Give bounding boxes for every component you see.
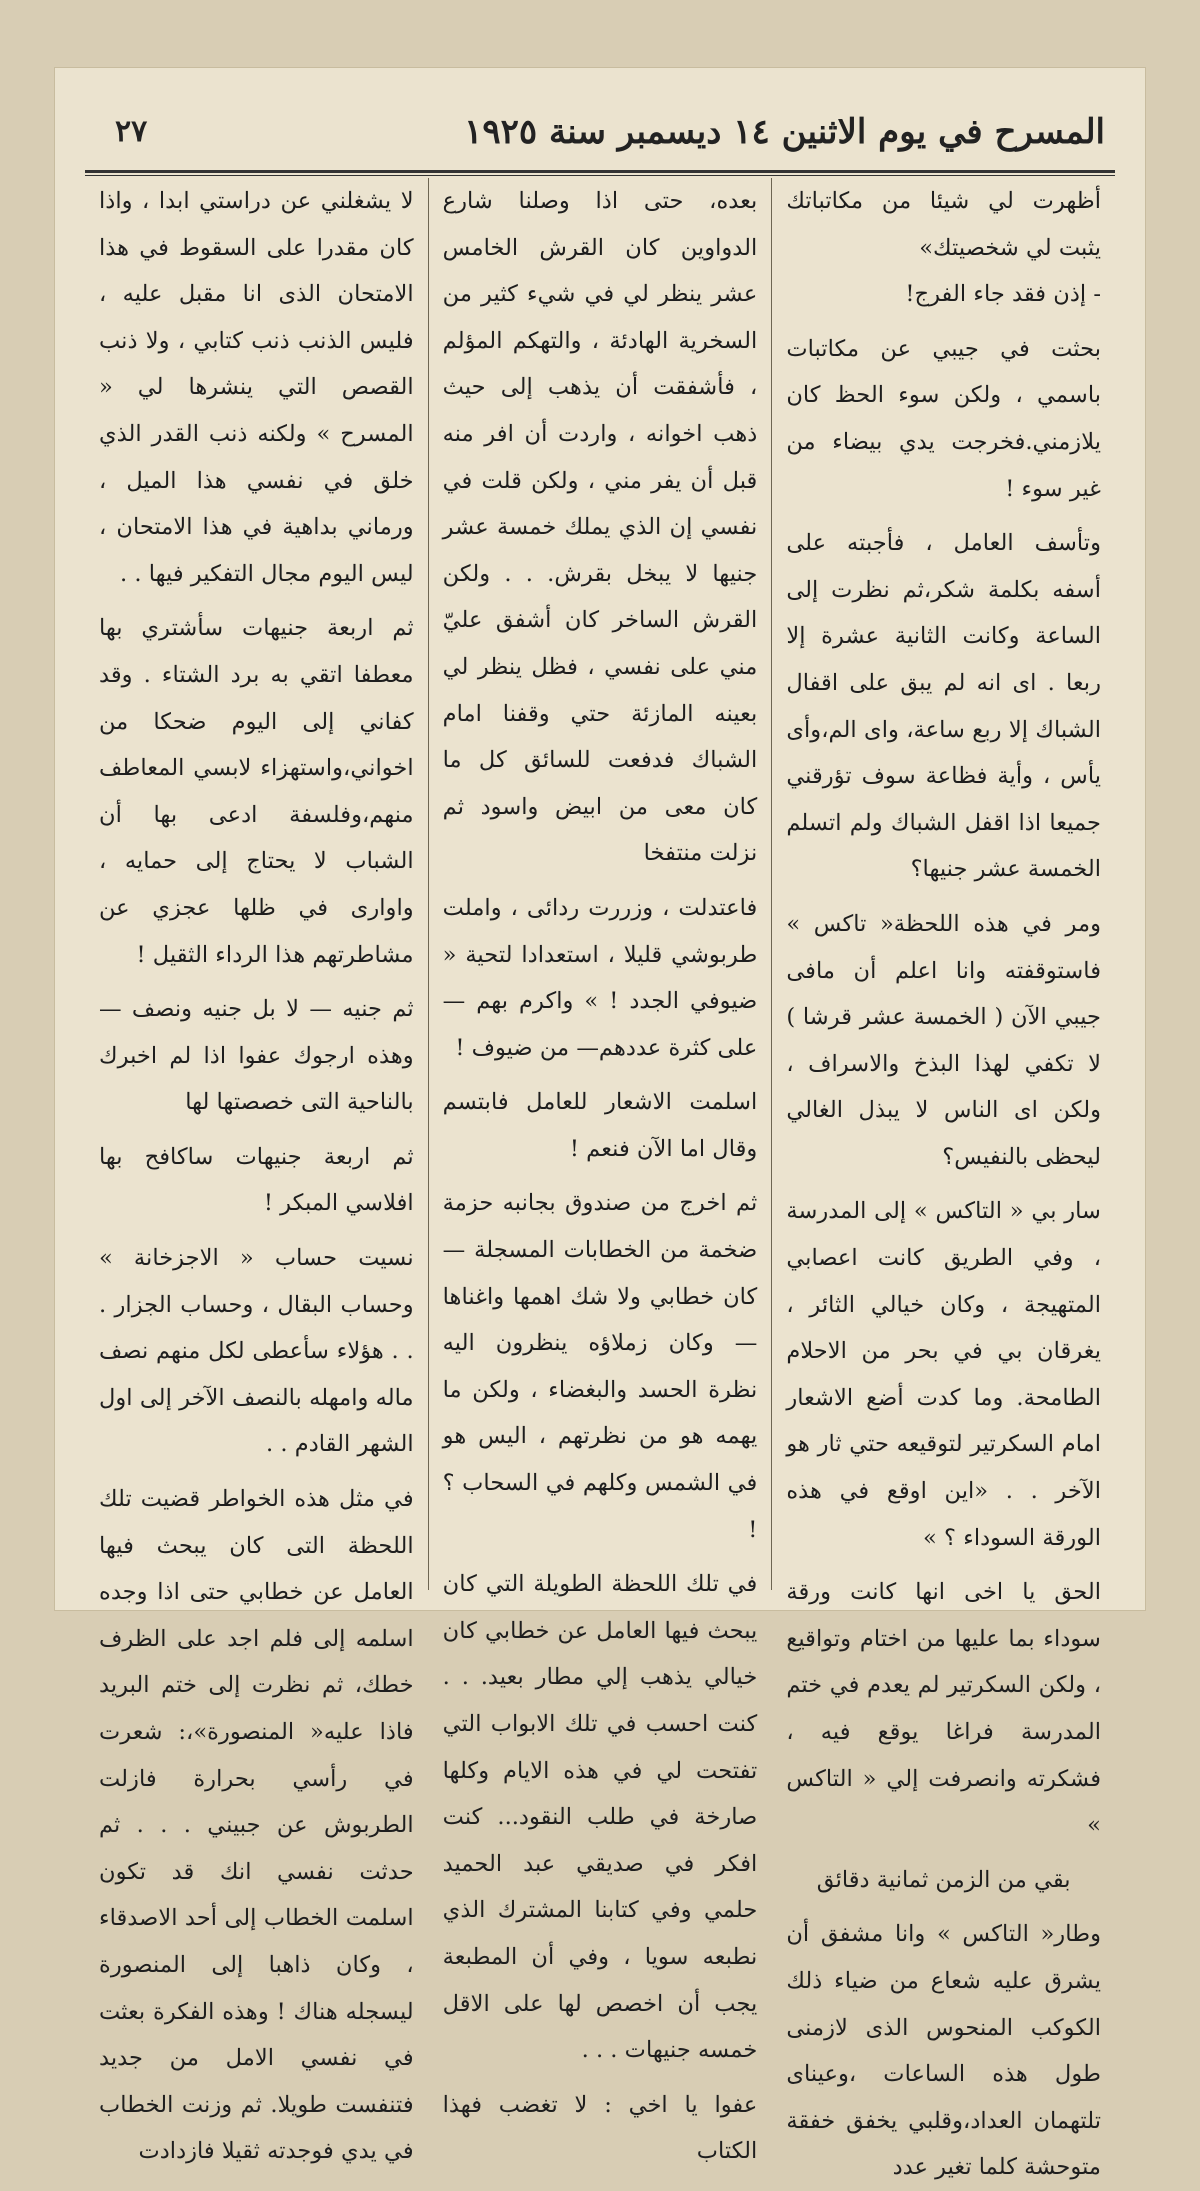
paragraph: ثم جنيه — لا بل جنيه ونصف — وهذه ارجوك عفوا اذا لم اخبرك بالناحية التى خصصتها لها — [98, 996, 414, 1116]
paragraph: اسلمت الاشعار للعامل فابتسم وقال اما الآن فنعم ! — [442, 1089, 758, 1162]
paragraph: وطار« التاكس » وانا مشفق أن يشرق عليه شعاع من ضياء ذلك الكوكب المنحوس الذى لازمنى طول هذه الساعات ،وعيناى تلتهمان العداد،وقلبي يخفق خفقة متوحشة كلما تغير عدد — [786, 1921, 1101, 2181]
paragraph: بحثت في جيبي عن مكاتبات باسمي ، ولكن سوء الحظ كان يلازمني.فخرجت يدي بيضاء من غير سوء ! — [786, 335, 1101, 502]
paragraph: ثم اخرج من صندوق بجانبه حزمة ضخمة من الخطابات المسجلة — كان خطابي ولا شك اهمها واغناها — وكان زملاؤه ينظرون اليه نظرة الحسد والبغضاء ، ولكن ما يهمه هو من نظرتهم ، اليس هو في الشمس وكلهم في السحاب ؟ ! — [442, 1190, 758, 1543]
paragraph: ثم اربعة جنيهات سأشتري بها معطفا اتقي به برد الشتاء . وقد كفاني إلى اليوم ضحكا من اخواني،واستهزاء لابسي المعاطف منهم،وفلسفة ادعى بها أن الشباب لا يحتاج إلى حمايه ، واوارى في ظلها عجزي عن مشاطرتهم هذا الرداء الثقيل ! — [98, 615, 414, 968]
paragraph: في تلك اللحظة الطويلة التي كان يبحث فيها العامل عن خطابي كان خيالي يذهب إلي مطار بعيد. . . كنت احسب في تلك الابواب التي تفتحت لي في هذه الايام وكلها صارخة في طلب النقود... كنت افكر في صديقي عبد الحميد حلمي وفي كتابنا المشترك الذي نطبعه سويا ، وفي أن المطبعة يجب أن اخصص لها على الاقل خمسه جنيهات . . . — [442, 1571, 758, 2064]
paragraph: لا يشغلني عن دراستي ابدا ، واذا كان مقدرا على السقوط في هذا الامتحان الذى انا مقبل عليه ، فليس الذنب ذنب كتابي ، ولا ذنب القصص التي ينشرها لي « المسرح » ولكنه ذنب القدر الذي خلق في نفسي هذا الميل ، ورماني بداهية في هذا الامتحان ، ليس اليوم مجال التفكير فيها . . — [98, 188, 414, 587]
column-left — [85, 178, 429, 2165]
paragraph: وتأسف العامل ، فأجبته على أسفه بكلمة شكر،ثم نظرت إلى الساعة وكانت الثانية عشرة إلا ربعا . اى انه لم يبق على اقفال الشباك إلا ربع ساعة، واى الم،وأى يأس ، وأية فظاعة سوف تؤرقني جميعا اذا اقفل الشباك ولم اتسلم الخمسة عشر جنيها؟ — [786, 530, 1101, 883]
paragraph: سار بي « التاكس » إلى المدرسة ، وفي الطريق كانت اعصابي المتهيجة ، وكان خيالي الثائر ، يغرقان بي في بحر من الاحلام الطامحة. وما كدت أضع الاشعار امام السكرتير لتوقيعه حتي ثار هو الآخر . . «اين اوقع في هذه الورقة السوداء ؟ » — [786, 1198, 1101, 1551]
newspaper-page — [55, 68, 1145, 2181]
column-right — [772, 178, 1115, 2181]
paragraph: فاعتدلت ، وزررت ردائى ، واملت طربوشي قليلا ، استعدادا لتحية « ضيوفي الجدد ! » واكرم بهم — على كثرة عددهم— من ضيوف ! — [442, 894, 758, 1061]
header-rule-thin — [85, 175, 1115, 176]
paragraph: ومر في هذه اللحظة« تاكس » فاستوقفته وانا اعلم أن مافى جيبي الآن ( الخمسة عشر قرشا ) لا تكفي لهذا البذخ والاسراف ، ولكن اى الناس لا يبذل الغالي ليحظى بالنفيس؟ — [786, 910, 1101, 1170]
column-middle — [429, 178, 773, 2165]
running-title: المسرح في يوم الاثنين ١٤ ديسمبر سنة ١٩٢٥ — [464, 112, 1105, 152]
paragraph: أظهرت لي شيئا من مكاتباتك يثبت لي شخصيتك» - إذن فقد جاء الفرج! — [786, 188, 1101, 308]
paragraph: بعده، حتى اذا وصلنا شارع الدواوين كان القرش الخامس عشر ينظر لي في شيء كثير من السخرية الهادئة ، والتهكم المؤلم ، فأشفقت أن يذهب إلى حيث ذهب اخوانه ، واردت أن افر منه قبل أن يفر مني ، ولكن قلت في نفسي إن الذي يملك خمسة عشر جنيها لا يبخل بقرش. . . ولكن القرش الساخر كان أشفق عليّ مني على نفسي ، فظل ينظر لي بعينه المازئة حتي وقفنا امام الشباك فدفعت للسائق كل ما كان معى من ابيض واسود ثم نزلت منتفخا — [442, 188, 758, 867]
page-header — [55, 108, 1145, 164]
paragraph: نسيت حساب « الاجزخانة » وحساب البقال ، وحساب الجزار . . . هؤلاء سأعطى لكل منهم نصف ماله وامهله بالنصف الآخر إلى اول الشهر القادم . . — [98, 1245, 414, 1458]
paragraph: الحق يا اخى انها كانت ورقة سوداء بما عليها من اختام وتواقيع ، ولكن السكرتير لم يعدم في ختم المدرسة فراغا يوقع فيه ، فشكرته وانصرفت إلي « التاكس » — [786, 1579, 1101, 1839]
header-rule — [85, 170, 1115, 173]
page-number: ٢٧ — [115, 114, 148, 149]
text-columns — [85, 178, 1115, 2181]
paragraph: ثم اربعة جنيهات ساكافح بها افلاسي المبكر ! — [98, 1143, 414, 1217]
paragraph: بقي من الزمن ثمانية دقائق — [816, 1866, 1071, 1893]
paragraph: عفوا يا اخي : لا تغضب فهذا الكتاب — [442, 2091, 758, 2165]
paragraph: في مثل هذه الخواطر قضيت تلك اللحظة التى كان يبحث فيها العامل عن خطابي حتى اذا وجده اسلمه إلى فلم اجد على الظرف خطك، ثم نظرت إلى ختم البريد فاذا عليه« المنصورة»،: شعرت في رأسي بحرارة فازلت الطربوش عن جبيني . . . ثم حدثت نفسي انك قد تكون اسلمت الخطاب إلى أحد الاصدقاء ، وكان ذاهبا إلى المنصورة ليسجله هناك ! وهذه الفكرة بعثت في نفسي الامل من جديد فتنفست طويلا. ثم وزنت الخطاب في يدي فوجدته ثقيلا فازدادت — [98, 1486, 414, 2165]
